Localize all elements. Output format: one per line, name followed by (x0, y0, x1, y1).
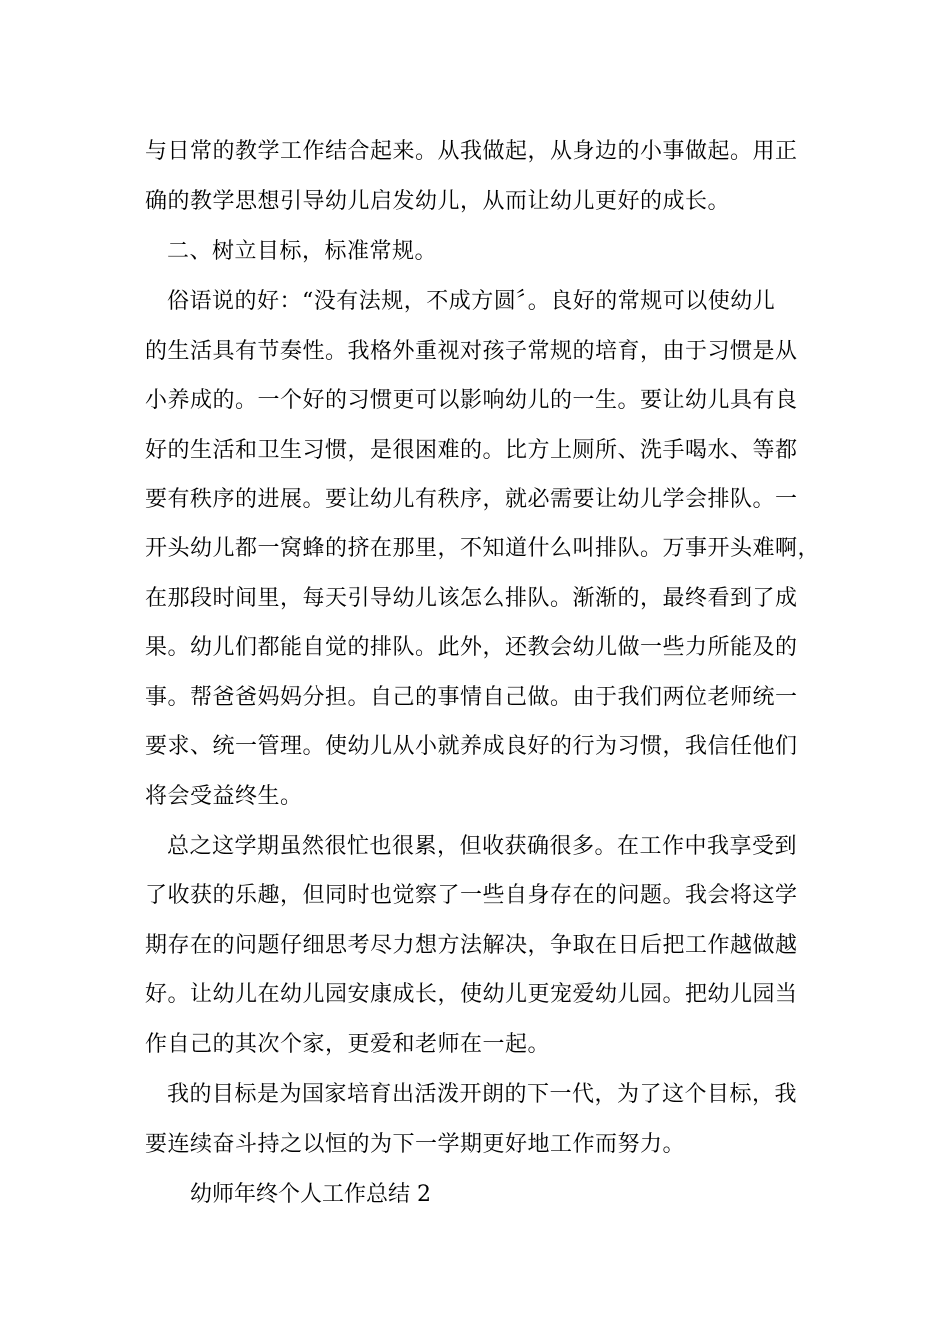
paragraph-line: 我的目标是为国家培育出活泼开朗的下一代，为了这个目标，我 (167, 1082, 798, 1107)
paragraph-line: 好的生活和卫生习惯，是很困难的。比方上厕所、洗手喝水、等都 (145, 438, 798, 463)
paragraph-line: 要连续奋斗持之以恒的为下一学期更好地工作而努力。 (145, 1132, 686, 1157)
paragraph-line: 将会受益终生。 (145, 784, 303, 809)
paragraph-line: 期存在的问题仔细思考尽力想方法解决，争取在日后把工作越做越 (145, 933, 798, 958)
paragraph-line: 作自己的其次个家，更爱和老师在一起。 (145, 1032, 551, 1057)
paragraph-line: 果。幼儿们都能自觉的排队。此外，还教会幼儿做一些力所能及的 (145, 635, 798, 660)
paragraph-line: 事。帮爸爸妈妈分担。自己的事情自己做。由于我们两位老师统一 (145, 685, 798, 710)
paragraph-line: 了收获的乐趣，但同时也觉察了一些自身存在的问题。我会将这学 (145, 883, 798, 908)
paragraph-line: 小养成的。一个好的习惯更可以影响幼儿的一生。要让幼儿具有良 (145, 388, 798, 413)
paragraph-line: 要有秩序的进展。要让幼儿有秩序，就必需要让幼儿学会排队。一 (145, 487, 798, 512)
paragraph-line: 总之这学期虽然很忙也很累，但收获确很多。在工作中我享受到 (167, 834, 798, 859)
paragraph-line: 要求、统一管理。使幼儿从小就养成良好的行为习惯，我信任他们 (145, 734, 798, 759)
next-section-title: 幼师年终个人工作总结 2 (190, 1182, 431, 1207)
paragraph-line: 在那段时间里，每天引导幼儿该怎么排队。渐渐的，最终看到了成 (145, 586, 798, 611)
paragraph-line: 俗语说的好：“没有法规，不成方圆〞。良好的常规可以使幼儿 (167, 289, 776, 314)
paragraph-line: 开头幼儿都一窝蜂的挤在那里，不知道什么叫排队。万事开头难啊， (145, 536, 821, 561)
paragraph-line: 确的教学思想引导幼儿启发幼儿，从而让幼儿更好的成长。 (145, 189, 731, 214)
section-heading: 二、树立目标，标准常规。 (167, 239, 438, 264)
paragraph-line: 好。让幼儿在幼儿园安康成长，使幼儿更宠爱幼儿园。把幼儿园当 (145, 982, 798, 1007)
paragraph-line: 的生活具有节奏性。我格外重视对孩子常规的培育，由于习惯是从 (145, 339, 798, 364)
paragraph-line: 与日常的教学工作结合起来。从我做起，从身边的小事做起。用正 (145, 139, 798, 164)
